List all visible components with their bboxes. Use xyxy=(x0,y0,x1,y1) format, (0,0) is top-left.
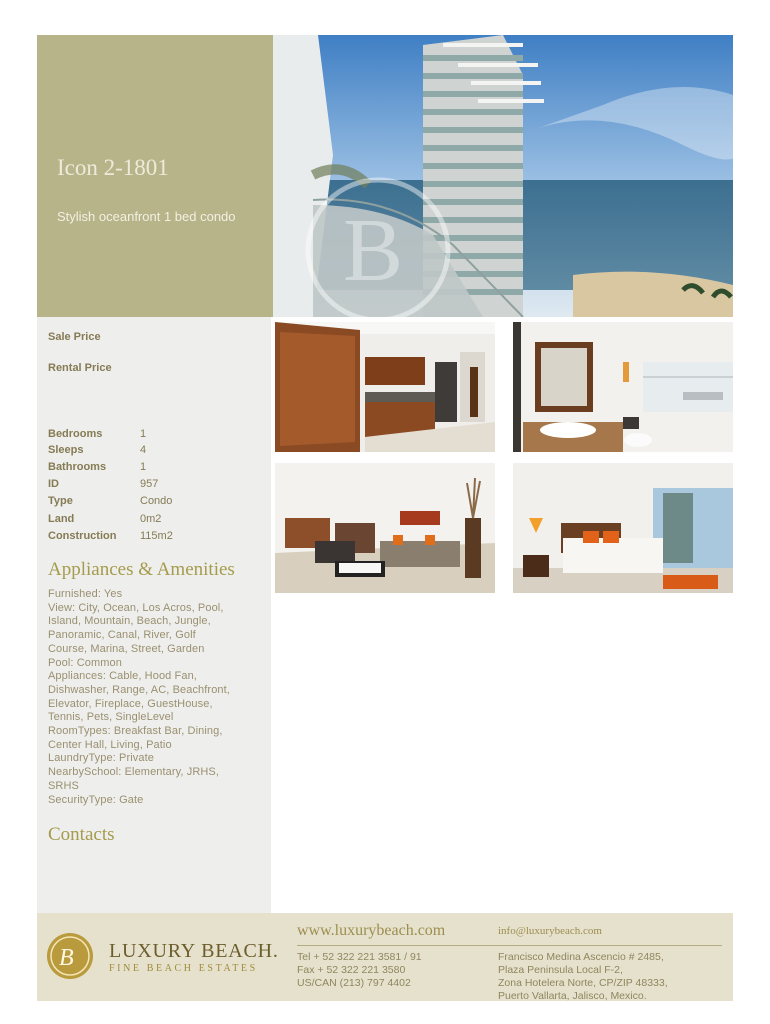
spec-value: 1 xyxy=(140,461,147,473)
spec-key: Construction xyxy=(48,530,117,542)
kitchen-photo xyxy=(275,322,495,452)
spec-row-bathrooms xyxy=(48,461,258,477)
amenity-line: Tennis, Pets, SingleLevel xyxy=(48,711,174,724)
address-block xyxy=(498,951,668,1003)
amenity-line: View: City, Ocean, Los Acros, Pool, xyxy=(48,601,224,614)
contacts-heading: Contacts xyxy=(48,824,115,845)
brand-tagline: FINE BEACH ESTATES xyxy=(109,963,258,974)
spec-row-id xyxy=(48,478,258,494)
spec-value: 0m2 xyxy=(140,513,162,525)
email-link[interactable]: info@luxurybeach.com xyxy=(498,925,602,937)
spec-row-bedrooms xyxy=(48,428,258,444)
spec-key: Type xyxy=(48,495,73,507)
svg-text:B: B xyxy=(59,945,74,971)
phone-block xyxy=(297,951,422,990)
bedroom-photo xyxy=(513,463,733,593)
website-link[interactable]: www.luxurybeach.com xyxy=(297,922,446,939)
amenity-line: RoomTypes: Breakfast Bar, Dining, xyxy=(48,725,223,738)
phone-line: US/CAN (213) 797 4402 xyxy=(297,977,411,989)
amenity-line: Island, Mountain, Beach, Jungle, xyxy=(48,615,211,628)
spec-value: 957 xyxy=(140,478,159,490)
svg-text:B: B xyxy=(343,201,404,300)
amenity-line: Course, Marina, Street, Garden xyxy=(48,642,205,655)
amenity-line: Appliances: Cable, Hood Fan, xyxy=(48,670,197,683)
spec-key: Sleeps xyxy=(48,444,84,456)
spec-row-land xyxy=(48,513,258,529)
amenity-line: SRHS xyxy=(48,779,79,792)
address-line: Plaza Peninsula Local F-2, xyxy=(498,964,623,976)
spec-row-sleeps xyxy=(48,444,258,460)
spec-value: 1 xyxy=(140,428,147,440)
amenity-line: Dishwasher, Range, AC, Beachfront, xyxy=(48,683,230,696)
spec-key: ID xyxy=(48,478,59,490)
hero-photo xyxy=(273,35,733,317)
amenity-line: Furnished: Yes xyxy=(48,588,123,600)
spec-row-type xyxy=(48,495,258,511)
address-line: Francisco Medina Ascencio # 2485, xyxy=(498,951,664,963)
spec-value: Condo xyxy=(140,495,173,507)
luxury-beach-logo-icon xyxy=(45,931,95,981)
bathroom-photo xyxy=(513,322,733,452)
spec-value: 115m2 xyxy=(140,530,173,542)
address-line: Zona Hotelera Norte, CP/ZIP 48333, xyxy=(498,977,668,989)
footer-divider xyxy=(297,945,722,946)
spec-key: Bedrooms xyxy=(48,428,103,440)
listing-title: Icon 2-1801 xyxy=(57,155,169,180)
amenities-heading: Appliances & Amenities xyxy=(48,559,235,580)
amenity-line: Pool: Common xyxy=(48,656,122,669)
living-room-photo xyxy=(275,463,495,593)
phone-line: Tel + 52 322 221 3581 / 91 xyxy=(297,951,422,963)
rental-price-label: Rental Price xyxy=(48,362,112,374)
amenity-line: NearbySchool: Elementary, JRHS, xyxy=(48,766,220,779)
brand-name: LUXURY BEACH. xyxy=(109,940,279,962)
address-line: Puerto Vallarta, Jalisco, Mexico. xyxy=(498,990,647,1002)
amenity-line: LaundryType: Private xyxy=(48,752,154,765)
amenity-line: SecurityType: Gate xyxy=(48,793,144,806)
listing-subtitle: Stylish oceanfront 1 bed condo xyxy=(57,209,236,224)
amenity-line: Center Hall, Living, Patio xyxy=(48,738,172,751)
amenities-list xyxy=(48,588,258,807)
spec-value: 4 xyxy=(140,444,147,456)
amenity-line: Panoramic, Canal, River, Golf xyxy=(48,629,196,642)
footer xyxy=(37,913,733,1001)
spec-key: Bathrooms xyxy=(48,461,107,473)
listing-page xyxy=(37,35,733,1001)
title-panel xyxy=(37,35,273,317)
spec-key: Land xyxy=(48,513,75,525)
spec-row-construction xyxy=(48,530,258,546)
amenity-line: Elevator, Fireplace, GuestHouse, xyxy=(48,697,213,710)
sale-price-label: Sale Price xyxy=(48,331,101,343)
phone-line: Fax + 52 322 221 3580 xyxy=(297,964,406,976)
